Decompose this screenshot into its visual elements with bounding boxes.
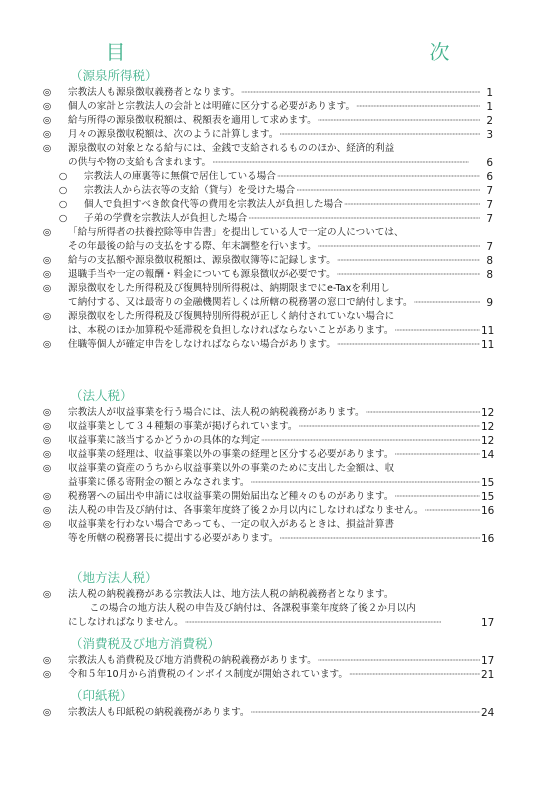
entry-text: 法人税の納税義務がある宗教法人は、地方法人税の納税義務者となります。: [68, 589, 394, 600]
page-number: 11: [481, 325, 495, 337]
double-circle-bullet-icon: ◎: [42, 463, 52, 474]
toc-entry[interactable]: [40, 668, 493, 682]
page-title: 目 次: [105, 40, 538, 64]
section-heading: （印紙税）: [70, 688, 133, 703]
double-circle-bullet-icon: ◎: [42, 311, 52, 322]
page-number: 7: [486, 213, 493, 225]
page-number: 11: [481, 339, 495, 351]
entry-text: 源泉徴収をした所得税及び復興特別所得税は、納期限までにe-Taxを利用し: [68, 283, 390, 294]
page-number: 12: [481, 435, 495, 447]
toc-entry[interactable]: [40, 518, 493, 546]
toc-section: [40, 388, 493, 546]
entry-text: 税務署への届出や申請には収益事業の開始届出など種々のものがあります。: [68, 491, 394, 502]
toc-entry[interactable]: [40, 128, 493, 142]
entry-text: 個人で負担すべき飲食代等の費用を宗教法人が負担した場合: [84, 199, 343, 210]
entry-text: は、本税のほか加算税や延滞税を負担しなければならないことがあります。: [68, 325, 394, 336]
page-number: 7: [486, 185, 493, 197]
double-circle-bullet-icon: ◎: [42, 669, 52, 680]
dot-leader: [261, 434, 480, 448]
double-circle-bullet-icon: ◎: [42, 269, 52, 280]
dot-leader: [318, 654, 480, 668]
double-circle-bullet-icon: ◎: [42, 129, 52, 140]
page-number: 15: [481, 491, 495, 503]
entry-text: 収益事業の経理は、収益事業以外の事業の経理と区分する必要があります。: [68, 449, 394, 460]
page-number: 16: [481, 505, 495, 517]
toc-section: [40, 570, 493, 630]
double-circle-bullet-icon: ◎: [42, 339, 52, 350]
page-number: 15: [481, 477, 495, 489]
entry-text: 住職等個人が確定申告をしなければならない場合があります。: [68, 339, 336, 350]
dot-leader: [337, 268, 480, 282]
circle-bullet-icon: ○: [58, 199, 68, 210]
page-number: 14: [481, 449, 495, 461]
double-circle-bullet-icon: ◎: [42, 101, 52, 112]
dot-leader: [318, 240, 480, 254]
toc-subentry[interactable]: [40, 212, 493, 226]
toc-entry[interactable]: [40, 420, 493, 434]
page-number: 16: [481, 533, 495, 545]
double-circle-bullet-icon: ◎: [42, 407, 52, 418]
page-number: 9: [486, 297, 493, 309]
entry-text: 宗教法人の庫裏等に無償で居住している場合: [84, 171, 276, 182]
double-circle-bullet-icon: ◎: [42, 283, 52, 294]
entry-text: 収益事業を行わない場合であっても、一定の収入があるときは、損益計算書: [68, 519, 395, 530]
dot-leader: [279, 128, 480, 142]
toc-entry[interactable]: [40, 268, 493, 282]
double-circle-bullet-icon: ◎: [42, 143, 52, 154]
double-circle-bullet-icon: ◎: [42, 421, 52, 432]
entry-text: て納付する、又は最寄りの金融機関若しくは所轄の税務署の窓口で納付します。: [68, 297, 413, 308]
entry-text: にしなければなりません。: [68, 617, 184, 628]
entry-text: 「給与所得者の扶養控除等申告書」を提出している人で一定の人については、: [68, 227, 404, 238]
page-number: 24: [481, 707, 495, 719]
entry-text: この場合の地方法人税の申告及び納付は、各課税事業年度終了後２か月以内: [80, 603, 416, 614]
entry-text: 宗教法人も消費税及び地方消費税の納税義務があります。: [68, 655, 317, 666]
toc-entry[interactable]: [40, 310, 493, 338]
double-circle-bullet-icon: ◎: [42, 435, 52, 446]
toc-section: [40, 688, 493, 720]
page-number: 17: [481, 617, 495, 629]
double-circle-bullet-icon: ◎: [42, 115, 52, 126]
double-circle-bullet-icon: ◎: [42, 227, 52, 238]
toc-entry[interactable]: [40, 226, 493, 254]
toc-entry[interactable]: [40, 654, 493, 668]
dot-leader: [296, 184, 480, 198]
toc-entry[interactable]: [40, 462, 493, 490]
entry-text: 宗教法人も印紙税の納税義務があります。: [68, 707, 250, 718]
dot-leader: [356, 100, 480, 114]
dot-leader: [277, 170, 480, 184]
section-heading: （源泉所得税）: [70, 68, 158, 83]
circle-bullet-icon: ○: [58, 185, 68, 196]
toc-subentry[interactable]: [40, 198, 493, 212]
toc-entry[interactable]: [40, 282, 493, 310]
entry-text: 給与所得の源泉徴収税額は、税額表を適用して求めます。: [68, 115, 317, 126]
page-number: 8: [486, 255, 493, 267]
circle-bullet-icon: ○: [58, 171, 68, 182]
dot-leader: [337, 338, 480, 352]
entry-text: 源泉徴収をした所得税及び復興特別所得税が正しく納付されていない場合に: [68, 311, 395, 322]
dot-leader: [414, 296, 480, 310]
dot-leader: [394, 490, 480, 504]
double-circle-bullet-icon: ◎: [42, 707, 52, 718]
entry-text: 宗教法人も源泉徴収義務者となります。: [68, 87, 240, 98]
dot-leader: [366, 406, 480, 420]
entry-text: 等を所轄の税務署長に提出する必要があります。: [68, 533, 279, 544]
double-circle-bullet-icon: ◎: [42, 255, 52, 266]
toc-entry[interactable]: [40, 406, 493, 420]
toc-entry[interactable]: [40, 434, 493, 448]
page-number: 6: [486, 171, 493, 183]
entry-text: 収益事業として３４種類の事業が掲げられています。: [68, 421, 298, 432]
toc-entry[interactable]: [40, 100, 493, 114]
toc-entry[interactable]: [40, 338, 493, 352]
entry-text: 宗教法人が収益事業を行う場合には、法人税の納税義務があります。: [68, 407, 365, 418]
toc-entry[interactable]: [40, 588, 493, 630]
page-number: 3: [486, 129, 493, 141]
entry-text: 令和５年10月から消費税のインボイス制度が開始されています。: [68, 669, 348, 680]
entry-text: 給与の支払額や源泉徴収税額は、源泉徴収簿等に記録します。: [68, 255, 336, 266]
toc-entry[interactable]: [40, 504, 493, 518]
entry-text: 宗教法人から法衣等の支給（貸与）を受けた場合: [84, 185, 296, 196]
dot-leader: [318, 114, 480, 128]
dot-leader: [394, 448, 480, 462]
dot-leader: [349, 668, 480, 682]
toc-entry[interactable]: [40, 706, 493, 720]
entry-text: の供与や物の支給も含まれます。: [68, 157, 212, 168]
entry-text: 月々の源泉徴収税額は、次のように計算します。: [68, 129, 279, 140]
dot-leader: [344, 198, 480, 212]
entry-text: 収益事業に該当するかどうかの具体的な判定: [68, 435, 260, 446]
page-number: 2: [486, 115, 493, 127]
double-circle-bullet-icon: ◎: [42, 655, 52, 666]
page-number: 6: [486, 157, 493, 169]
page-number: 7: [486, 199, 493, 211]
page-number: 1: [486, 87, 493, 99]
entry-text: 法人税の申告及び納付は、各事業年度終了後２か月以内にしなければなりません。: [68, 505, 424, 516]
page-number: 12: [481, 421, 495, 433]
dot-leader: [425, 504, 480, 518]
toc-entry[interactable]: [40, 86, 493, 100]
dot-leader: [337, 254, 480, 268]
entry-text: 収益事業の資産のうちから収益事業以外の事業のために支出した金額は、収: [68, 463, 395, 474]
toc-subentry[interactable]: [40, 184, 493, 198]
page-number: 7: [486, 241, 493, 253]
entry-text: 個人の家計と宗教法人の会計とは明確に区分する必要があります。: [68, 101, 356, 112]
toc-section: [40, 68, 493, 352]
section-heading: （消費税及び地方消費税）: [70, 636, 221, 651]
entry-text: 退職手当や一定の報酬・料金についても源泉徴収が必要です。: [68, 269, 336, 280]
dot-leader: [394, 324, 480, 338]
double-circle-bullet-icon: ◎: [42, 87, 52, 98]
toc-entry[interactable]: [40, 490, 493, 504]
dot-leader: [185, 616, 480, 630]
entry-text: 子弟の学費を宗教法人が負担した場合: [84, 213, 248, 224]
double-circle-bullet-icon: ◎: [42, 505, 52, 516]
double-circle-bullet-icon: ◎: [42, 449, 52, 460]
dot-leader: [298, 420, 480, 434]
page-number: 12: [481, 407, 495, 419]
dot-leader: [251, 476, 480, 490]
page-number: 8: [486, 269, 493, 281]
toc-section: [40, 636, 493, 682]
dot-leader: [212, 156, 480, 170]
toc-entry[interactable]: [40, 114, 493, 128]
toc-entry[interactable]: [40, 142, 493, 170]
dot-leader: [248, 212, 480, 226]
toc-entry[interactable]: [40, 448, 493, 462]
page-number: 17: [481, 655, 495, 667]
dot-leader: [279, 532, 480, 546]
toc-subentry[interactable]: [40, 170, 493, 184]
entry-text: その年最後の給与の支払をする際、年末調整を行います。: [68, 241, 317, 252]
section-heading: （地方法人税）: [70, 570, 158, 585]
entry-text: 源泉徴収の対象となる給与には、金銭で支給されるもののほか、経済的利益: [68, 143, 395, 154]
entry-text: 益事業に係る寄附金の額とみなされます。: [68, 477, 250, 488]
page-number: 21: [481, 669, 495, 681]
double-circle-bullet-icon: ◎: [42, 491, 52, 502]
page-number: 1: [486, 101, 493, 113]
dot-leader: [251, 706, 480, 720]
circle-bullet-icon: ○: [58, 213, 68, 224]
dot-leader: [241, 86, 480, 100]
toc-entry[interactable]: [40, 254, 493, 268]
double-circle-bullet-icon: ◎: [42, 589, 52, 600]
double-circle-bullet-icon: ◎: [42, 519, 52, 530]
section-heading: （法人税）: [70, 388, 133, 403]
